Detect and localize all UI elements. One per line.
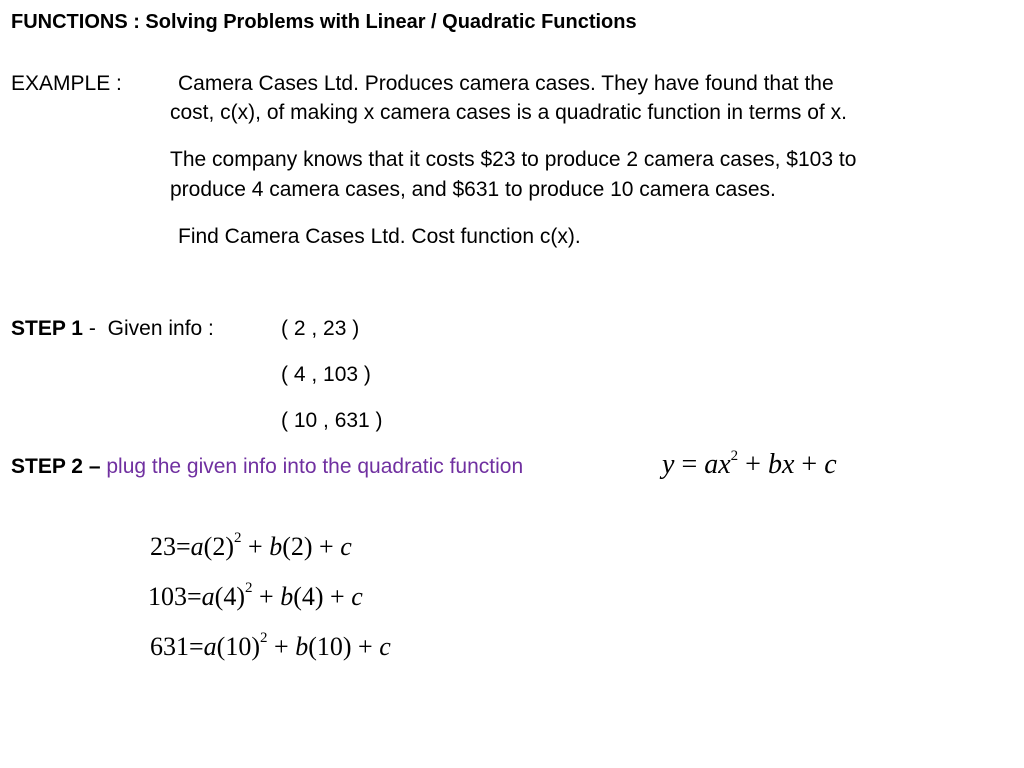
step2-label: STEP 2 – (11, 455, 101, 478)
formula-x: x (718, 449, 731, 480)
step2-instruction: plug the given info into the quadratic function (106, 455, 524, 478)
example-line-4: produce 4 camera cases, and $631 to produce 10 camera cases. (170, 178, 776, 201)
equation-x: 4 (223, 582, 237, 611)
equation-3: $631=a(10)^2 + b(10) + c$ (150, 630, 391, 661)
formula-b: b (767, 449, 782, 480)
given-point-2: ( 4 , 103 ) (281, 363, 371, 386)
page-title: FUNCTIONS : Solving Problems with Linear / Quadratic Functions (11, 11, 637, 33)
equation-exponent: 2 (245, 580, 253, 596)
example-line-1: Camera Cases Ltd. Produces camera cases. They have found that the (178, 72, 834, 95)
step2-heading (11, 455, 523, 479)
formula-c: c (824, 449, 837, 480)
equation-exponent: 2 (260, 630, 268, 646)
equation-value: 103 (148, 582, 187, 611)
equation-value: 631 (150, 632, 189, 661)
formula-y: y (662, 449, 675, 480)
formula-exponent: 2 (730, 448, 739, 464)
formula-plus-1: + (745, 449, 761, 480)
example-question: Find Camera Cases Ltd. Cost function c(x). (178, 225, 581, 248)
formula-plus-2: + (801, 449, 818, 480)
formula-x2: x (781, 449, 795, 480)
example-line-2: cost, c(x), of making x camera cases is a quadratic function in terms of x. (170, 101, 847, 124)
given-point-3: ( 10 , 631 ) (281, 409, 383, 432)
step1-given-label: Given info : (107, 317, 214, 340)
equation-exponent: 2 (234, 530, 242, 546)
equation-2: $103=a(4)^2 + b(4) + c$ (148, 580, 363, 611)
equation-x: 2 (290, 532, 304, 561)
example-line-3: The company knows that it costs $23 to produce 2 camera cases, $103 to (170, 148, 857, 171)
equation-x: 4 (301, 582, 315, 611)
equation-1: $23=a(2)^2 + b(2) + c$ (150, 530, 352, 561)
formula-equals: = (681, 449, 698, 480)
equation-x: 2 (212, 532, 226, 561)
step1-heading (11, 317, 214, 341)
equation-x: 10 (316, 632, 343, 661)
given-point-1: ( 2 , 23 ) (281, 317, 360, 340)
step1-label: STEP 1 (11, 317, 83, 340)
step1-separator: - (88, 317, 96, 340)
equation-x: 10 (225, 632, 252, 661)
quadratic-formula (662, 450, 837, 480)
equation-value: 23 (150, 532, 176, 561)
example-label: EXAMPLE : (11, 72, 122, 95)
formula-a: a (704, 449, 719, 480)
